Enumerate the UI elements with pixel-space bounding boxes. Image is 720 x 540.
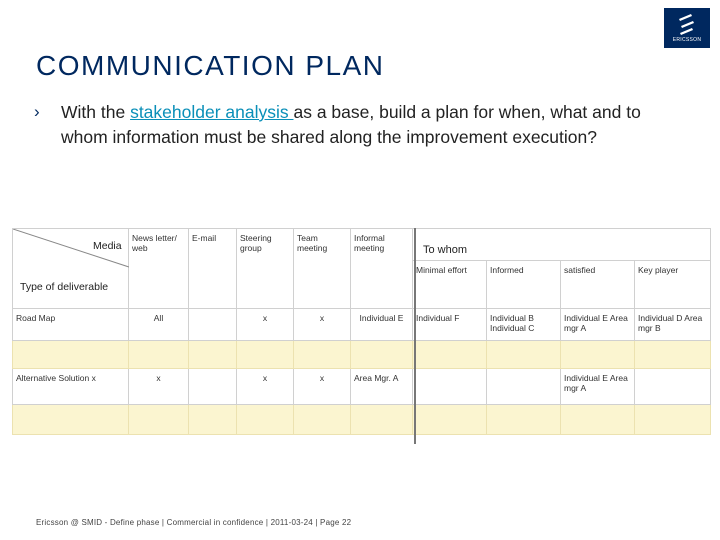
table-cell <box>189 369 237 405</box>
table-cell: Individual E <box>351 309 413 341</box>
table-corner-cell <box>13 229 129 309</box>
table-cell: x <box>129 369 189 405</box>
table-cell <box>129 341 189 369</box>
deliverable-cell: Alternative Solution x <box>13 369 129 405</box>
media-header-newsletter: News letter/ web <box>129 229 189 309</box>
table-cell <box>189 309 237 341</box>
table-cell <box>294 341 351 369</box>
bullet-text <box>61 100 681 150</box>
table-cell <box>561 405 635 435</box>
footer: Ericsson @ SMID - Define phase | Commercial in confidence | 2011-03-24 | Page 22 <box>36 518 352 527</box>
table-cell <box>635 341 711 369</box>
table-cell: Individual F <box>413 309 487 341</box>
audience-header-satisfied: satisfied <box>561 261 635 309</box>
deliverable-cell <box>13 405 129 435</box>
bullet-text-before: With the <box>61 102 131 122</box>
bullet-text-after: as a base, build a plan for when, what and to whom information must be shared along the improvement execution? <box>61 102 641 147</box>
table-cell <box>351 405 413 435</box>
audience-header-minimal-effort: Minimal effort <box>413 261 487 309</box>
media-header-team-meeting: Team meeting <box>294 229 351 309</box>
table-row <box>13 341 711 369</box>
table-cell <box>189 341 237 369</box>
table-cell <box>237 341 294 369</box>
table-cell <box>487 405 561 435</box>
table-cell <box>237 405 294 435</box>
table-cell: x <box>294 309 351 341</box>
table-cell: x <box>237 309 294 341</box>
table-cell <box>635 369 711 405</box>
page-title: COMMUNICATION PLAN <box>36 50 385 81</box>
media-label: Media <box>93 240 122 252</box>
table-cell <box>487 341 561 369</box>
ericsson-mark-icon <box>677 13 697 35</box>
table-cell: x <box>294 369 351 405</box>
table-cell: Area Mgr. A <box>351 369 413 405</box>
ericsson-logo <box>664 8 710 48</box>
table-cell: Individual E Area mgr A <box>561 369 635 405</box>
media-header-email: E-mail <box>189 229 237 309</box>
media-header-steering-group: Steering group <box>237 229 294 309</box>
deliverable-type-label: Type of deliverable <box>20 281 109 293</box>
audience-header-informed: Informed <box>487 261 561 309</box>
stakeholder-analysis-link[interactable]: stakeholder analysis <box>130 102 294 122</box>
audience-header-key-player: Key player <box>635 261 711 309</box>
to-whom-header: To whom <box>413 229 711 261</box>
media-header-informal-meeting: Informal meeting <box>351 229 413 309</box>
table-cell <box>413 369 487 405</box>
table-cell: Individual E Area mgr A <box>561 309 635 341</box>
table-cell <box>413 341 487 369</box>
communication-table <box>12 228 711 435</box>
table-cell <box>294 405 351 435</box>
table-cell <box>129 405 189 435</box>
table-cell: All <box>129 309 189 341</box>
table-cell <box>189 405 237 435</box>
deliverable-cell: Road Map <box>13 309 129 341</box>
table-row <box>13 309 711 341</box>
table-cell <box>413 405 487 435</box>
table-cell: Individual D Area mgr B <box>635 309 711 341</box>
table-row <box>13 369 711 405</box>
table-cell <box>487 369 561 405</box>
bullet-chevron-icon: › <box>34 102 40 121</box>
table-cell: Individual B Individual C <box>487 309 561 341</box>
table-cell <box>561 341 635 369</box>
audience-divider-line <box>414 228 416 444</box>
deliverable-cell <box>13 341 129 369</box>
table-row <box>13 405 711 435</box>
table-cell: x <box>237 369 294 405</box>
logo-wordmark: ERICSSON <box>672 37 702 43</box>
table-cell <box>635 405 711 435</box>
table-cell <box>351 341 413 369</box>
